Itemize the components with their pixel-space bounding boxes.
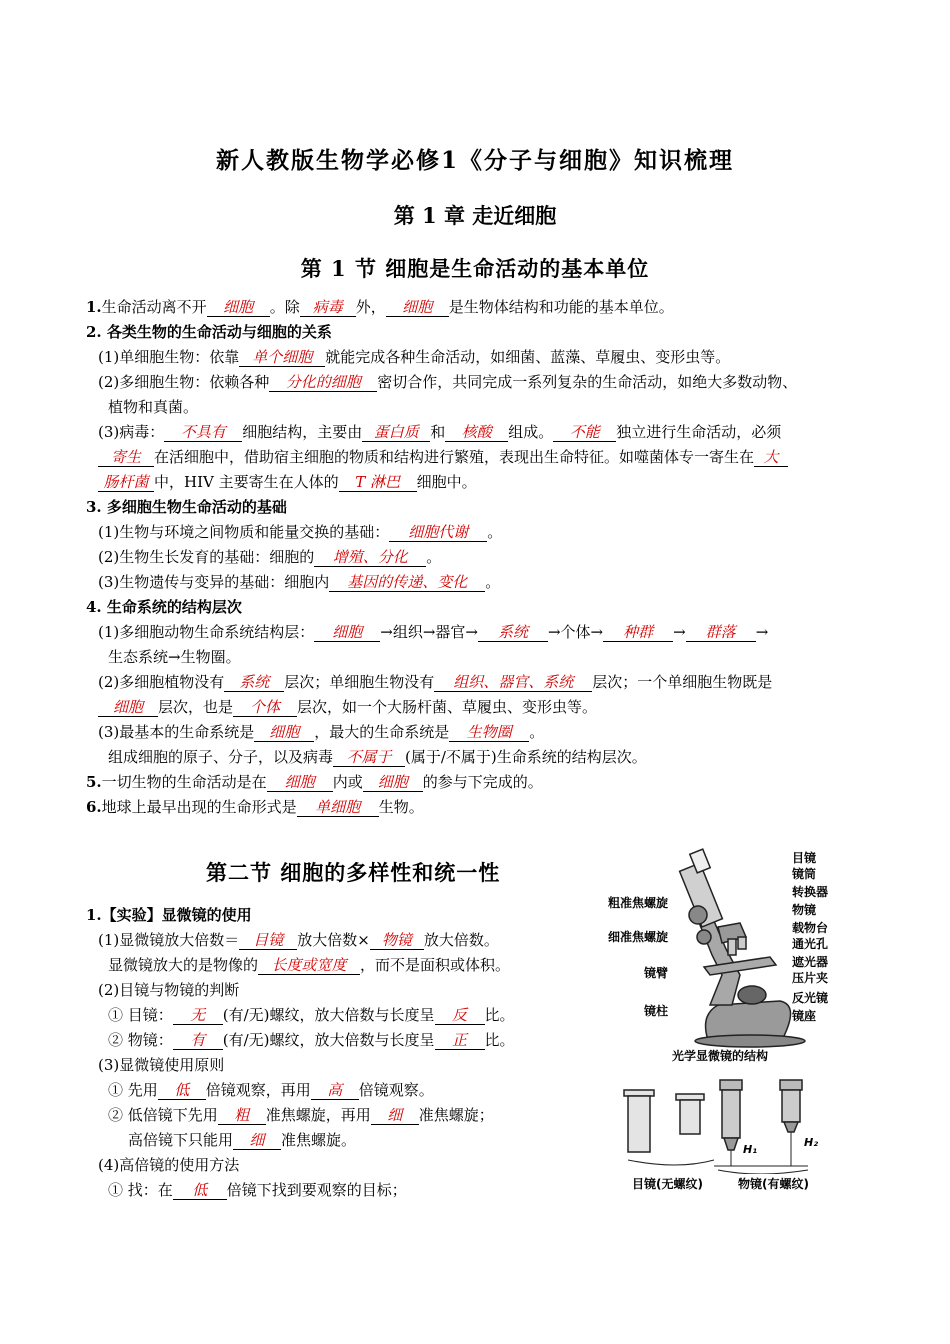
fill-blank: 低 — [173, 1181, 227, 1200]
q2-line-5 — [98, 447, 788, 467]
fill-blank: 基因的传递、变化 — [329, 573, 485, 592]
fill-blank: 反 — [435, 1006, 485, 1025]
fill-blank: 低 — [158, 1081, 206, 1100]
text: 。 — [485, 573, 501, 591]
text: (1)多细胞动物生命系统结构层： — [98, 623, 315, 641]
fill-blank: 病毒 — [300, 298, 356, 317]
microscope-label-left: 镜柱 — [644, 1004, 669, 1018]
text: 放大倍数。 — [423, 931, 499, 949]
fill-blank: 高 — [311, 1081, 359, 1100]
text: → — [755, 623, 769, 641]
text: 组成细胞的原子、分子，以及病毒 — [108, 748, 334, 766]
q3-line-2 — [98, 547, 441, 567]
text: 外， — [355, 298, 386, 316]
text: 在活细胞中，借助宿主细胞的物质和结构进行繁殖，表现出生命特征。如噬菌体专一寄生在 — [154, 448, 755, 466]
fill-blank: 核酸 — [445, 423, 508, 442]
fill-blank: 种群 — [603, 623, 673, 642]
text: 生命活动离不开 — [101, 298, 207, 316]
text: 倍镜下找到要观察的目标； — [226, 1181, 407, 1199]
text: 一切生物的生命活动是在 — [101, 773, 267, 791]
text: 比。 — [484, 1031, 515, 1049]
q5-number: 5. — [86, 773, 102, 791]
microscope-label-right: 镜座 — [792, 1009, 817, 1023]
text: 。 — [529, 723, 545, 741]
q4-line-5 — [98, 722, 544, 742]
fill-blank: 生物圈 — [449, 723, 529, 742]
text: 和 — [430, 423, 446, 441]
text: (3)生物遗传与变异的基础：细胞内 — [98, 573, 330, 591]
text: 。除 — [269, 298, 300, 316]
text: 生物。 — [378, 798, 424, 816]
microscope-label-left: 粗准焦螺旋 — [608, 896, 669, 910]
fill-blank: 蛋白质 — [362, 423, 430, 442]
q2-title: 2. 各类生物的生命活动与细胞的关系 — [86, 323, 332, 341]
text: 内或 — [332, 773, 363, 791]
fill-blank: 目镜 — [239, 931, 297, 950]
fill-blank: 不能 — [553, 423, 616, 442]
text: 高倍镜下只能用 — [128, 1131, 234, 1149]
fill-blank: 细胞 — [254, 723, 314, 742]
text: (有/无)螺纹，放大倍数与长度呈 — [222, 1031, 435, 1049]
text: 就能完成各种生命活动，如细菌、蓝藻、草履虫、变形虫等。 — [325, 348, 731, 366]
figure-caption: 光学显微镜的结构 — [672, 1049, 769, 1063]
e1-line-5 — [108, 1030, 515, 1050]
q3-title: 3. 多细胞生物生命活动的基础 — [86, 498, 287, 516]
microscope-label-right: 通光孔 — [792, 937, 829, 951]
text: ① 找：在 — [108, 1181, 173, 1199]
fill-blank: 个体 — [233, 698, 297, 717]
fill-blank: 分化的细胞 — [269, 373, 377, 392]
q3-line-1 — [98, 522, 502, 542]
section-1-title: 第 1 节 细胞是生命活动的基本单位 — [300, 256, 650, 281]
document-title: 新人教版生物学必修1《分子与细胞》知识梳理 — [215, 147, 734, 174]
fill-blank: 单细胞 — [297, 798, 379, 817]
text: ② 物镜： — [108, 1031, 173, 1049]
fill-blank: 群落 — [686, 623, 756, 642]
fill-blank: 细胞 — [314, 623, 380, 642]
text: (2)生物生长发育的基础：细胞的 — [98, 548, 315, 566]
q4-line-6 — [108, 747, 647, 767]
microscope-label-right: 遮光器 — [792, 955, 829, 969]
text: 独立进行生命活动，必须 — [616, 423, 782, 441]
fill-blank: 细胞 — [267, 773, 333, 792]
text: (有/无)螺纹，放大倍数与长度呈 — [222, 1006, 435, 1024]
q2-line-3: 植物和真菌。 — [108, 398, 199, 416]
e1-line-4 — [108, 1005, 515, 1025]
text: (3)病毒： — [98, 423, 165, 441]
q2-line-1 — [98, 347, 730, 367]
e1-line-3: (2)目镜与物镜的判断 — [98, 981, 240, 999]
microscope-label-right: 压片夹 — [792, 971, 829, 985]
text: →组织→器官→ — [380, 623, 478, 641]
q2-line-4 — [98, 422, 781, 442]
eyepiece-caption: 目镜(无螺纹) — [632, 1177, 703, 1191]
text: 准焦螺旋。 — [281, 1131, 357, 1149]
q4-title: 4. 生命系统的结构层次 — [86, 598, 242, 616]
q4-line-1 — [98, 622, 768, 642]
text: 准焦螺旋； — [418, 1106, 494, 1124]
text: (2)多细胞生物：依赖各种 — [98, 373, 270, 391]
fill-blank: 细胞 — [98, 698, 158, 717]
text: 密切合作，共同完成一系列复杂的生命活动，如绝大多数动物、 — [377, 373, 798, 391]
text: 层次，也是 — [158, 698, 234, 716]
text: 层次，如一个大肠杆菌、草履虫、变形虫等。 — [297, 698, 598, 716]
q1-line — [86, 297, 674, 317]
lens-diagram — [618, 1074, 828, 1174]
fill-blank: 肠杆菌 — [98, 473, 154, 492]
microscope-label-right: 目镜 — [792, 851, 817, 865]
fill-blank: 细胞 — [363, 773, 423, 792]
text: 组成。 — [508, 423, 554, 441]
microscope-label-right: 反光镜 — [792, 991, 829, 1005]
fill-blank: 长度或宽度 — [258, 956, 360, 975]
text: 。 — [426, 548, 442, 566]
text: 的参与下完成的。 — [422, 773, 543, 791]
text: 层次；一个单细胞生物既是 — [592, 673, 773, 691]
text: 。 — [487, 523, 503, 541]
h1-label: H₁ — [743, 1143, 758, 1156]
microscope-label-right: 物镜 — [792, 903, 817, 917]
q6-line — [86, 797, 424, 817]
q6-number: 6. — [86, 798, 102, 816]
section-2-title: 第二节 细胞的多样性和统一性 — [206, 860, 501, 885]
e1-line-9 — [128, 1130, 356, 1150]
text: (属于/不属于)生命系统的结构层次。 — [405, 748, 647, 766]
text: 准焦螺旋，再用 — [265, 1106, 371, 1124]
e1-line-6: (3)显微镜使用原则 — [98, 1056, 225, 1074]
fill-blank: 增殖、分化 — [314, 548, 426, 567]
text: 倍镜观察，再用 — [205, 1081, 311, 1099]
text: ① 先用 — [108, 1081, 158, 1099]
fill-blank: 不属于 — [333, 748, 405, 767]
fill-blank: 系统 — [224, 673, 284, 692]
e1-line-11 — [108, 1180, 407, 1200]
text: 细胞结构，主要由 — [242, 423, 363, 441]
text: 层次；单细胞生物没有 — [284, 673, 435, 691]
q2-line-2 — [98, 372, 797, 392]
fill-blank: 细胞代谢 — [389, 523, 487, 542]
e1-line-10: (4)高倍镜的使用方法 — [98, 1156, 240, 1174]
chapter-title: 第 1 章 走近细胞 — [393, 203, 557, 228]
e1-line-8 — [108, 1105, 494, 1125]
text: 地球上最早出现的生命形式是 — [101, 798, 297, 816]
q2-line-6 — [98, 472, 477, 492]
q5-line — [86, 772, 543, 792]
q1-number: 1. — [86, 298, 102, 316]
fill-blank: 细胞 — [207, 298, 270, 317]
fill-blank: 细胞 — [386, 298, 449, 317]
objective-caption: 物镜(有螺纹) — [738, 1177, 809, 1191]
text: 倍镜观察。 — [358, 1081, 434, 1099]
fill-blank: 大 — [754, 448, 788, 467]
fill-blank: 系统 — [478, 623, 548, 642]
text: 细胞中。 — [416, 473, 477, 491]
q4-line-4 — [98, 697, 597, 717]
microscope-label-left: 细准焦螺旋 — [608, 930, 669, 944]
microscope-label-right: 载物台 — [792, 921, 829, 935]
text: ① 目镜： — [108, 1006, 173, 1024]
fill-blank: 有 — [173, 1031, 223, 1050]
e1-title: 1.【实验】显微镜的使用 — [86, 906, 252, 924]
microscope-label-right: 镜筒 — [792, 867, 817, 881]
microscope-label-left: 镜臂 — [644, 966, 669, 980]
fill-blank: 正 — [435, 1031, 485, 1050]
q4-line-2: 生态系统→生物圈。 — [108, 648, 241, 666]
text: ，而不是面积或体积。 — [360, 956, 511, 974]
q3-line-3 — [98, 572, 500, 592]
e1-line-2 — [108, 955, 510, 975]
fill-blank: 组织、器官、系统 — [434, 673, 592, 692]
text: 放大倍数× — [297, 931, 370, 949]
text: 显微镜放大的是物像的 — [108, 956, 259, 974]
fill-blank: 粗 — [218, 1106, 266, 1125]
text: ② 低倍镜下先用 — [108, 1106, 218, 1124]
text: (1)显微镜放大倍数＝ — [98, 931, 240, 949]
h2-label: H₂ — [804, 1136, 819, 1149]
text: ，最大的生命系统是 — [314, 723, 450, 741]
fill-blank: 寄生 — [98, 448, 154, 467]
text: 是生物体结构和功能的基本单位。 — [448, 298, 674, 316]
fill-blank: T 淋巴 — [339, 473, 417, 492]
fill-blank: 不具有 — [164, 423, 242, 442]
fill-blank: 细 — [371, 1106, 419, 1125]
e1-line-1 — [98, 930, 499, 950]
text: (1)单细胞生物：依靠 — [98, 348, 240, 366]
text: (1)生物与环境之间物质和能量交换的基础： — [98, 523, 390, 541]
fill-blank: 细 — [233, 1131, 281, 1150]
microscope-label-right: 转换器 — [792, 885, 829, 899]
e1-line-7 — [108, 1080, 434, 1100]
q4-line-3 — [98, 672, 772, 692]
text: 中，HIV 主要寄生在人体的 — [154, 473, 339, 491]
text: 比。 — [484, 1006, 515, 1024]
fill-blank: 单个细胞 — [239, 348, 325, 367]
fill-blank: 无 — [173, 1006, 223, 1025]
fill-blank: 物镜 — [370, 931, 424, 950]
text: →个体→ — [547, 623, 604, 641]
text: (3)最基本的生命系统是 — [98, 723, 255, 741]
text: (2)多细胞植物没有 — [98, 673, 225, 691]
text: → — [673, 623, 686, 641]
